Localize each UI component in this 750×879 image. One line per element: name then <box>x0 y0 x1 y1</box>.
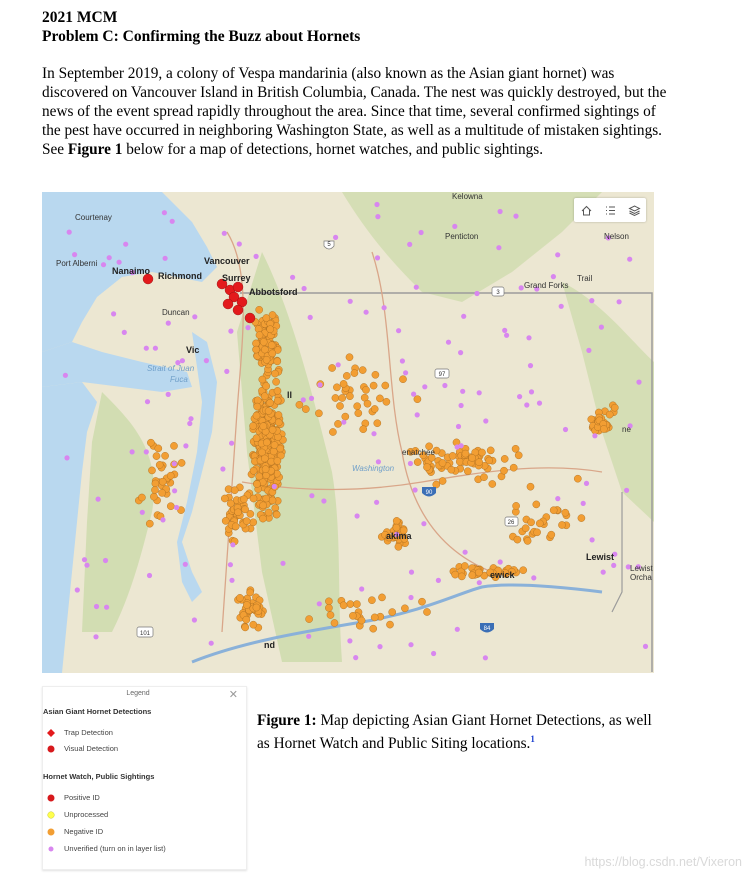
hornet-map[interactable] <box>42 192 654 673</box>
heading-line-1: 2021 MCM <box>42 9 118 26</box>
label-kennewick: ewick <box>490 570 515 580</box>
legend-unverified-label: Unverified (turn on in layer list) <box>64 844 166 853</box>
label-lewiston-east: Lewist <box>630 564 653 573</box>
layers-icon[interactable] <box>626 202 642 218</box>
label-port-alberni: Port Alberni <box>56 259 98 268</box>
orange-dot-icon <box>47 828 55 836</box>
label-portland-partial: nd <box>264 640 275 650</box>
intro-text-before: In September 2019, a colony of Vespa mandarinia (also known as the Asian giant hornet) was discovered on Vancouver Island in British Columbia, Canada. The nest was quickly destroyed, but the news of the event spread rapidly throughout the area. Since that time, several confirmed sightings of the pest have occurred in neighboring Washington State, as well as a multitude of mistaken sightings. See <box>42 65 667 158</box>
home-icon[interactable] <box>578 202 594 218</box>
label-richmond: Richmond <box>158 271 202 281</box>
label-duncan: Duncan <box>162 308 190 317</box>
legend-unprocessed-label: Unprocessed <box>64 810 109 819</box>
label-washington: Washington <box>352 464 395 473</box>
label-nanaimo: Nanaimo <box>112 266 151 276</box>
figure-reference: Figure 1 <box>67 141 123 158</box>
caption-text: Map depicting Asian Giant Hornet Detections, as well as Hornet Watch and Public Siting locations. <box>257 712 652 753</box>
legend-section-detections: Asian Giant Hornet Detections <box>43 707 152 716</box>
legend-negative-id <box>47 827 103 836</box>
intro-paragraph <box>42 64 672 159</box>
list-icon[interactable] <box>602 202 618 218</box>
legend-positive-id <box>47 793 100 802</box>
road-shields <box>42 192 654 673</box>
label-vancouver: Vancouver <box>204 256 250 266</box>
heading-line-2: Problem C: Confirming the Buzz about Hornets <box>42 28 361 45</box>
yellow-dot-icon <box>47 811 55 819</box>
legend-section-sightings: Hornet Watch, Public Sightings <box>43 772 155 781</box>
legend-visual-label: Visual Detection <box>64 744 119 753</box>
label-grand-forks: Grand Forks <box>524 281 569 290</box>
legend-visual-detection <box>47 744 118 753</box>
shield-r26-text: 26 <box>507 520 515 526</box>
legend-trap-label: Trap Detection <box>64 728 113 737</box>
legend-title: Legend <box>126 690 150 697</box>
shield-i84-text: 84 <box>483 626 491 632</box>
shield-i90-text: 90 <box>425 490 433 496</box>
label-orchard: Orcha <box>630 573 652 582</box>
label-lewiston: Lewist <box>586 552 615 562</box>
close-icon[interactable]: ✕ <box>228 689 238 701</box>
label-kelowna: Kelowna <box>452 192 483 201</box>
footnote-marker[interactable]: 1 <box>530 734 535 744</box>
legend-unprocessed <box>47 810 108 819</box>
label-fuca: Fuca <box>170 375 188 384</box>
intro-text-after: below for a map of detections, hornet watches, and public sightings. <box>122 141 544 158</box>
diamond-icon <box>47 729 55 737</box>
map-legend <box>42 686 247 870</box>
label-yakima: akima <box>386 531 412 541</box>
label-nelson: Nelson <box>604 232 629 241</box>
legend-positive-label: Positive ID <box>64 793 100 802</box>
label-courtenay: Courtenay <box>75 213 112 222</box>
label-spokane-partial: ne <box>622 425 631 434</box>
caption-label: Figure 1: <box>257 712 317 729</box>
label-strait: Strait of Juan <box>147 364 195 373</box>
legend-unverified <box>47 844 166 853</box>
shield-r101-text: 101 <box>139 631 151 637</box>
label-trail: Trail <box>577 274 593 283</box>
watermark: https://blog.csdn.net/Vixeron <box>584 855 742 869</box>
red-dot-icon <box>47 794 55 802</box>
label-seattle-partial: ll <box>287 390 293 400</box>
label-wenatchee: enatchee <box>402 448 435 457</box>
label-vic: Vic <box>186 345 200 355</box>
legend-negative-label: Negative ID <box>64 827 104 836</box>
shield-r97-text: 97 <box>438 372 446 378</box>
purple-dot-icon <box>47 845 55 853</box>
map-toolbar <box>574 198 646 222</box>
figure-caption <box>257 711 657 753</box>
red-dot-icon <box>47 745 55 753</box>
problem-heading <box>42 8 360 46</box>
legend-trap-detection <box>47 728 113 737</box>
shield-r3-text: 3 <box>496 290 500 296</box>
shield-i5-text: 5 <box>327 242 331 248</box>
label-surrey: Surrey <box>222 273 251 283</box>
label-abbotsford: Abbotsford <box>249 287 298 297</box>
label-penticton: Penticton <box>445 232 479 241</box>
